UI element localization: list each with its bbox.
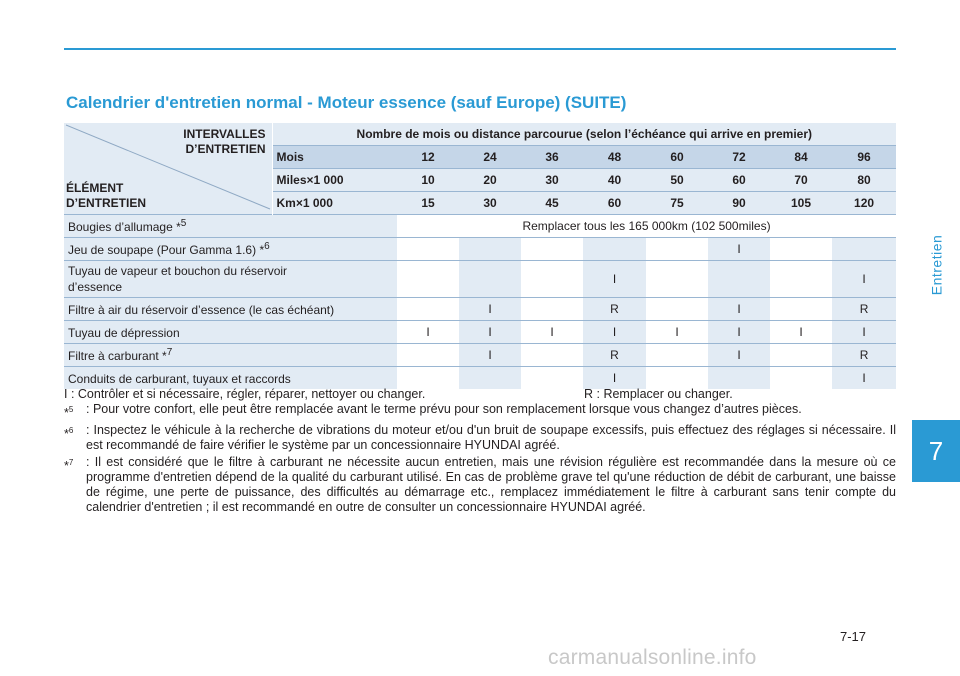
schedule-cell: R xyxy=(583,344,646,367)
schedule-cell: I xyxy=(521,321,583,344)
schedule-cell xyxy=(397,238,459,261)
header-value: 36 xyxy=(521,146,583,169)
row-label: Filtre à carburant *$^7$ xyxy=(64,344,397,367)
schedule-cell xyxy=(459,367,521,390)
schedule-cell: I xyxy=(708,321,770,344)
schedule-cell xyxy=(770,367,832,390)
corner-items-label: ÉLÉMENT D’ENTRETIEN xyxy=(66,181,147,210)
header-value: 72 xyxy=(708,146,770,169)
notes-section xyxy=(64,387,896,517)
table-row xyxy=(64,261,896,298)
schedule-cell xyxy=(708,261,770,298)
schedule-cell xyxy=(770,344,832,367)
row-value: Remplacer tous les 165 000km (102 500miles) xyxy=(397,215,896,238)
schedule-cell xyxy=(646,238,708,261)
schedule-cell: I xyxy=(583,261,646,298)
header-value: 50 xyxy=(646,169,708,192)
row-label: Tuyau de dépression xyxy=(64,321,397,344)
schedule-cell: I xyxy=(832,367,896,390)
row-label: Conduits de carburant, tuyaux et raccords xyxy=(64,367,397,390)
schedule-cell: R xyxy=(832,344,896,367)
schedule-cell xyxy=(397,261,459,298)
header-value: 10 xyxy=(397,169,459,192)
maintenance-items xyxy=(64,238,896,390)
schedule-cell: I xyxy=(832,261,896,298)
header-value: 96 xyxy=(832,146,896,169)
table-row-spark-plugs xyxy=(64,215,896,238)
header-value: 70 xyxy=(770,169,832,192)
legend xyxy=(64,387,896,402)
row-label: Tuyau de vapeur et bouchon du réservoir d’essence xyxy=(64,261,397,298)
header-value: 105 xyxy=(770,192,832,215)
footnote-7: *$^7$ : Il est considéré que le filtre à carburant ne nécessite aucun entretien, mais une révision régulière est recommandée dans la mesure où ce programme d'entretien dépend de la qualité du carburant utilisé. En cas de problème grave tel qu'une réduction de débit de carburant, une baisse de régime, une perte de puissance, des difficultés au démarrage etc., remplacez immédiatement le filtre à carburant sans tenir compte du calendrier d'entretien ; il est recommandé en outre de consulter un concessionnaire HYUNDAI agréé. xyxy=(64,455,896,515)
watermark: carmanualsonline.info xyxy=(548,646,757,669)
row-label: Filtre à air du réservoir d’essence (le cas échéant) xyxy=(64,298,397,321)
table-row xyxy=(64,298,896,321)
schedule-cell xyxy=(459,238,521,261)
schedule-cell: I xyxy=(583,321,646,344)
header-value: 120 xyxy=(832,192,896,215)
header-value: 45 xyxy=(521,192,583,215)
schedule-cell xyxy=(459,261,521,298)
header-label: Miles×1 000 xyxy=(272,169,397,192)
table-row xyxy=(64,238,896,261)
top-rule xyxy=(64,48,896,50)
row-label: Jeu de soupape (Pour Gamma 1.6) *$^6$ xyxy=(64,238,397,261)
header-value: 75 xyxy=(646,192,708,215)
schedule-cell xyxy=(583,238,646,261)
header-value: 48 xyxy=(583,146,646,169)
header-value: 24 xyxy=(459,146,521,169)
schedule-cell: I xyxy=(708,298,770,321)
schedule-cell xyxy=(770,261,832,298)
row-label: Bougies d’allumage *$^5$ xyxy=(64,215,397,238)
header-value: 80 xyxy=(832,169,896,192)
schedule-cell xyxy=(770,238,832,261)
header-value: 90 xyxy=(708,192,770,215)
schedule-cell: I xyxy=(770,321,832,344)
header-value: 60 xyxy=(708,169,770,192)
table-row xyxy=(64,344,896,367)
header-value: 20 xyxy=(459,169,521,192)
header-value: 30 xyxy=(521,169,583,192)
table-row xyxy=(64,367,896,390)
schedule-cell xyxy=(521,367,583,390)
schedule-cell: I xyxy=(583,367,646,390)
maintenance-table xyxy=(64,123,896,389)
legend-replace: R : Remplacer ou changer. xyxy=(584,387,733,401)
schedule-cell xyxy=(397,367,459,390)
header-value: 12 xyxy=(397,146,459,169)
schedule-cell: R xyxy=(583,298,646,321)
schedule-cell xyxy=(832,238,896,261)
header-value: 30 xyxy=(459,192,521,215)
schedule-cell: I xyxy=(646,321,708,344)
schedule-cell: I xyxy=(708,238,770,261)
footnote-6: *$^6$ : Inspectez le véhicule à la recherche de vibrations du moteur et/ou d'un bruit de soupape excessifs, puis effectuez des réglages si nécessaire. Il est recommandé de faire vérifier le système par un concessionnaire HYUNDAI agréé. xyxy=(64,423,896,453)
header-value: 60 xyxy=(583,192,646,215)
schedule-cell: I xyxy=(708,344,770,367)
schedule-cell xyxy=(521,298,583,321)
schedule-cell xyxy=(770,298,832,321)
table-row xyxy=(64,321,896,344)
schedule-cell xyxy=(708,367,770,390)
schedule-cell: I xyxy=(397,321,459,344)
legend-inspect: I : Contrôler et si nécessaire, régler, réparer, nettoyer ou changer. xyxy=(64,387,426,401)
corner-intervals-label: INTERVALLES D’ENTRETIEN xyxy=(183,127,266,156)
schedule-cell: I xyxy=(832,321,896,344)
page-title: Calendrier d'entretien normal - Moteur essence (sauf Europe) (SUITE) xyxy=(66,93,627,112)
schedule-cell xyxy=(646,298,708,321)
header-value: 40 xyxy=(583,169,646,192)
section-side-label: Entretien xyxy=(928,234,945,296)
schedule-cell xyxy=(646,367,708,390)
schedule-cell xyxy=(646,344,708,367)
chapter-tab: 7 xyxy=(912,420,960,482)
header-main: Nombre de mois ou distance parcourue (selon l’échéance qui arrive en premier) xyxy=(272,123,896,146)
header-value: 15 xyxy=(397,192,459,215)
schedule-cell xyxy=(521,344,583,367)
schedule-cell xyxy=(521,261,583,298)
schedule-cell xyxy=(397,344,459,367)
schedule-cell: R xyxy=(832,298,896,321)
schedule-cell: I xyxy=(459,344,521,367)
header-label: Mois xyxy=(272,146,397,169)
header-label: Km×1 000 xyxy=(272,192,397,215)
schedule-cell: I xyxy=(459,298,521,321)
header-value: 60 xyxy=(646,146,708,169)
schedule-cell xyxy=(521,238,583,261)
table-corner-header xyxy=(64,123,272,215)
footnote-5: *$^5$ : Pour votre confort, elle peut être remplacée avant le terme prévu pour son remplacement lorsque vous changez d’autres pièces. xyxy=(64,402,802,421)
schedule-cell xyxy=(646,261,708,298)
header-value: 84 xyxy=(770,146,832,169)
schedule-cell: I xyxy=(459,321,521,344)
schedule-cell xyxy=(397,298,459,321)
page-number: 7-17 xyxy=(840,629,867,644)
